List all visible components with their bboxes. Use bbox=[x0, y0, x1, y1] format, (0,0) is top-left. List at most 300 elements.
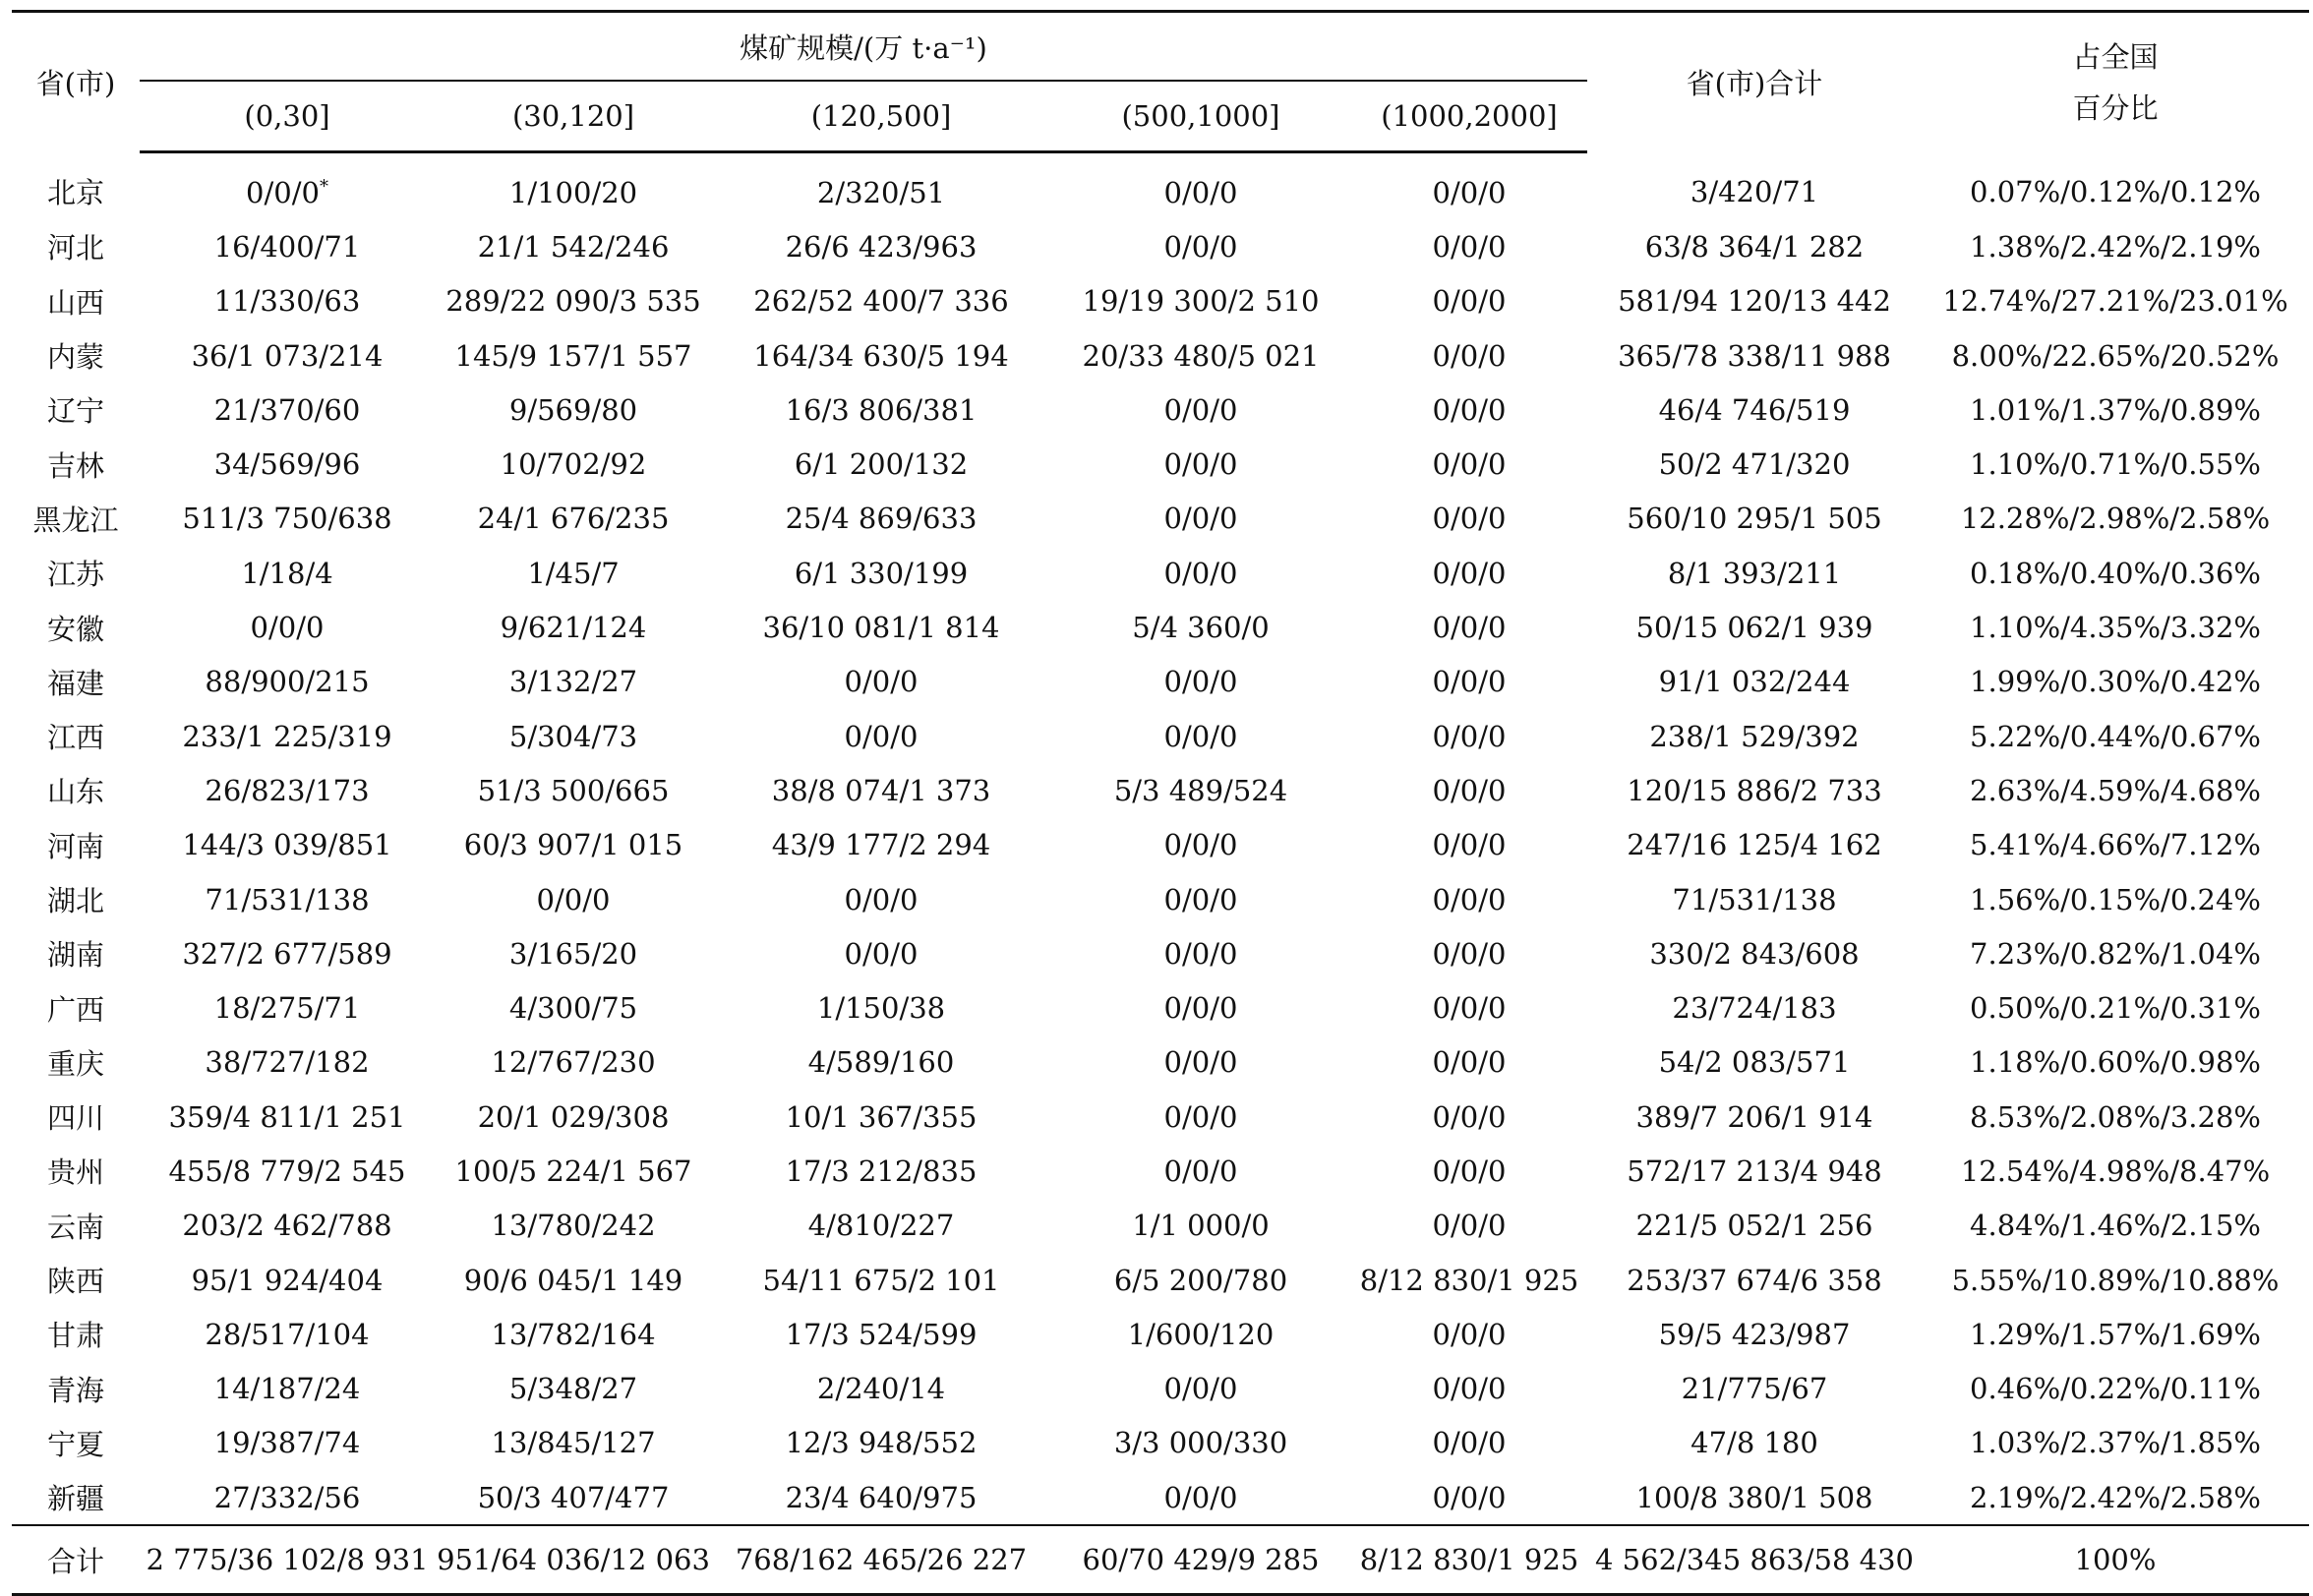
cell-range-4 bbox=[1050, 1199, 1351, 1253]
cell-percent bbox=[1922, 219, 2309, 273]
cell-range-1-text: 511/3 750/638 bbox=[182, 502, 392, 536]
table-row bbox=[12, 1307, 2309, 1361]
cell-range-2-text: 13/782/164 bbox=[491, 1317, 656, 1351]
header-province: 省(市) bbox=[12, 12, 140, 152]
province-name bbox=[12, 152, 140, 220]
cell-range-5-text: 0/0/0 bbox=[1432, 1372, 1507, 1406]
cell-percent-text: 7.23%/0.82%/1.04% bbox=[1970, 936, 2261, 971]
cell-range-2 bbox=[435, 437, 712, 491]
cell-range-3-text: 23/4 640/975 bbox=[785, 1480, 978, 1514]
cell-range-4-text: 0/0/0 bbox=[1163, 1480, 1238, 1514]
cell-range-3-text: 6/1 200/132 bbox=[794, 447, 969, 482]
header-province-total: 省(市)合计 bbox=[1587, 12, 1922, 152]
cell-range-5-text: 8/12 830/1 925 bbox=[1359, 1263, 1579, 1297]
cell-range-5 bbox=[1351, 709, 1587, 763]
cell-range-3 bbox=[712, 1253, 1050, 1307]
province-name bbox=[12, 1144, 140, 1198]
cell-province-total bbox=[1587, 383, 1922, 437]
cell-province-total bbox=[1587, 274, 1922, 328]
cell-range-3-text: 164/34 630/5 194 bbox=[753, 338, 1009, 373]
cell-province-total bbox=[1587, 926, 1922, 980]
cell-range-5 bbox=[1351, 1090, 1587, 1144]
cell-province-total bbox=[1587, 1090, 1922, 1144]
cell-range-4-text: 6/5 200/780 bbox=[1113, 1263, 1288, 1297]
cell-range-5-text: 0/0/0 bbox=[1432, 338, 1507, 373]
province-name bbox=[12, 1416, 140, 1470]
cell-province-total bbox=[1587, 1035, 1922, 1090]
cell-percent bbox=[1922, 328, 2309, 383]
cell-range-1-text: 14/187/24 bbox=[213, 1372, 361, 1406]
table-row bbox=[12, 1199, 2309, 1253]
cell-range-4-text: 0/0/0 bbox=[1163, 991, 1238, 1026]
cell-range-4-text: 0/0/0 bbox=[1163, 229, 1238, 264]
cell-province-total bbox=[1587, 1362, 1922, 1416]
province-name bbox=[12, 980, 140, 1034]
cell-range-5-text: 0/0/0 bbox=[1432, 1099, 1507, 1134]
cell-range-3 bbox=[712, 437, 1050, 491]
province-name-text: 甘肃 bbox=[46, 1319, 104, 1353]
cell-province-total-text: 8/1 393/211 bbox=[1667, 556, 1842, 590]
cell-range-3 bbox=[712, 1090, 1050, 1144]
cell-range-5-text: 0/0/0 bbox=[1432, 719, 1507, 753]
cell-province-total-text: 247/16 125/4 162 bbox=[1627, 828, 1882, 862]
table-row bbox=[12, 492, 2309, 546]
cell-range-4 bbox=[1050, 600, 1351, 654]
cell-range-5-text: 0/0/0 bbox=[1432, 773, 1507, 807]
province-name bbox=[12, 1470, 140, 1525]
cell-percent-text: 0.46%/0.22%/0.11% bbox=[1970, 1372, 2261, 1406]
province-name bbox=[12, 926, 140, 980]
cell-province-total-text: 21/775/67 bbox=[1681, 1372, 1828, 1406]
cell-range-3-text: 1/150/38 bbox=[816, 991, 946, 1026]
cell-range-3-text: 54/11 675/2 101 bbox=[762, 1263, 1000, 1297]
province-name-text: 陕西 bbox=[46, 1265, 104, 1299]
cell-percent bbox=[1922, 1470, 2309, 1525]
cell-range-2-text: 21/1 542/246 bbox=[477, 229, 670, 264]
cell-range-5 bbox=[1351, 655, 1587, 709]
cell-range-1 bbox=[140, 709, 435, 763]
cell-range-4-text: 0/0/0 bbox=[1163, 936, 1238, 971]
cell-range-4-text: 0/0/0 bbox=[1163, 1153, 1238, 1188]
cell-range-4-text: 5/4 360/0 bbox=[1132, 611, 1270, 645]
cell-range-3-text: 26/6 423/963 bbox=[785, 229, 978, 264]
cell-range-1-text: 233/1 225/319 bbox=[182, 719, 392, 753]
cell-range-5-text: 0/0/0 bbox=[1432, 665, 1507, 699]
cell-range-5 bbox=[1351, 872, 1587, 926]
cell-range-4 bbox=[1050, 492, 1351, 546]
table-row bbox=[12, 274, 2309, 328]
cell-percent bbox=[1922, 492, 2309, 546]
cell-range-2 bbox=[435, 274, 712, 328]
total-row-label: 合计 bbox=[12, 1525, 140, 1595]
cell-percent bbox=[1922, 818, 2309, 872]
cell-range-3-text: 0/0/0 bbox=[844, 719, 919, 753]
total-cell-range-5: 8/12 830/1 925 bbox=[1351, 1525, 1587, 1595]
cell-range-2-text: 20/1 029/308 bbox=[477, 1099, 670, 1134]
cell-range-4 bbox=[1050, 980, 1351, 1034]
cell-percent-text: 12.54%/4.98%/8.47% bbox=[1960, 1153, 2271, 1188]
cell-range-1-text: 21/370/60 bbox=[213, 392, 361, 427]
province-name bbox=[12, 1362, 140, 1416]
table-row bbox=[12, 1470, 2309, 1525]
cell-range-5 bbox=[1351, 926, 1587, 980]
cell-range-1-text: 16/400/71 bbox=[213, 229, 361, 264]
cell-range-3-text: 6/1 330/199 bbox=[794, 556, 969, 590]
cell-range-3 bbox=[712, 818, 1050, 872]
cell-range-1 bbox=[140, 1035, 435, 1090]
province-name-text: 云南 bbox=[46, 1210, 104, 1244]
coal-mine-scale-table bbox=[12, 10, 2309, 1596]
table-row bbox=[12, 328, 2309, 383]
header-range-3: (120,500] bbox=[712, 81, 1050, 152]
table-row bbox=[12, 763, 2309, 817]
cell-range-2 bbox=[435, 1090, 712, 1144]
cell-range-4 bbox=[1050, 274, 1351, 328]
cell-range-5 bbox=[1351, 546, 1587, 600]
cell-range-5 bbox=[1351, 1470, 1587, 1525]
province-name-text: 四川 bbox=[46, 1101, 104, 1136]
cell-range-2-text: 1/45/7 bbox=[527, 556, 620, 590]
cell-range-2-text: 60/3 907/1 015 bbox=[463, 828, 683, 862]
cell-range-1 bbox=[140, 274, 435, 328]
cell-range-4-text: 0/0/0 bbox=[1163, 1372, 1238, 1406]
cell-range-3 bbox=[712, 709, 1050, 763]
cell-province-total-text: 50/2 471/320 bbox=[1658, 447, 1851, 482]
cell-range-3-text: 0/0/0 bbox=[844, 665, 919, 699]
cell-province-total-text: 59/5 423/987 bbox=[1658, 1317, 1851, 1351]
cell-range-4 bbox=[1050, 1307, 1351, 1361]
province-name-text: 湖南 bbox=[46, 938, 104, 973]
cell-range-5-text: 0/0/0 bbox=[1432, 556, 1507, 590]
table-row bbox=[12, 437, 2309, 491]
cell-range-3-text: 2/320/51 bbox=[816, 175, 946, 209]
cell-range-4-text: 0/0/0 bbox=[1163, 1045, 1238, 1080]
cell-province-total bbox=[1587, 546, 1922, 600]
cell-province-total bbox=[1587, 492, 1922, 546]
cell-range-2-text: 3/132/27 bbox=[508, 665, 638, 699]
cell-range-2 bbox=[435, 1253, 712, 1307]
province-name bbox=[12, 219, 140, 273]
cell-percent bbox=[1922, 1090, 2309, 1144]
header-range-5: (1000,2000] bbox=[1351, 81, 1587, 152]
table-row bbox=[12, 872, 2309, 926]
cell-range-1 bbox=[140, 152, 435, 220]
cell-range-5-text: 0/0/0 bbox=[1432, 284, 1507, 319]
cell-range-4 bbox=[1050, 818, 1351, 872]
province-name bbox=[12, 818, 140, 872]
cell-province-total bbox=[1587, 1144, 1922, 1198]
cell-province-total-text: 47/8 180 bbox=[1690, 1426, 1818, 1460]
cell-range-4-text: 0/0/0 bbox=[1163, 447, 1238, 482]
cell-percent bbox=[1922, 546, 2309, 600]
cell-range-5 bbox=[1351, 1144, 1587, 1198]
total-cell-range-3: 768/162 465/26 227 bbox=[712, 1525, 1050, 1595]
cell-range-2 bbox=[435, 1307, 712, 1361]
cell-range-3-text: 262/52 400/7 336 bbox=[753, 284, 1009, 319]
province-name-text: 福建 bbox=[46, 666, 104, 700]
cell-range-4-text: 1/600/120 bbox=[1127, 1317, 1275, 1351]
cell-range-3-text: 10/1 367/355 bbox=[785, 1099, 978, 1134]
cell-range-2-text: 0/0/0 bbox=[536, 882, 611, 916]
cell-range-3 bbox=[712, 1470, 1050, 1525]
cell-range-2-text: 289/22 090/3 535 bbox=[445, 284, 701, 319]
cell-range-3 bbox=[712, 1416, 1050, 1470]
cell-range-5-text: 0/0/0 bbox=[1432, 1426, 1507, 1460]
cell-province-total-text: 50/15 062/1 939 bbox=[1635, 611, 1873, 645]
cell-range-5 bbox=[1351, 1362, 1587, 1416]
cell-province-total bbox=[1587, 709, 1922, 763]
province-name bbox=[12, 872, 140, 926]
province-name bbox=[12, 1307, 140, 1361]
cell-range-1 bbox=[140, 600, 435, 654]
cell-range-4 bbox=[1050, 926, 1351, 980]
province-name bbox=[12, 1253, 140, 1307]
cell-percent-text: 5.22%/0.44%/0.67% bbox=[1970, 719, 2261, 753]
total-cell-range-2: 951/64 036/12 063 bbox=[435, 1525, 712, 1595]
cell-range-3 bbox=[712, 1199, 1050, 1253]
cell-range-3 bbox=[712, 546, 1050, 600]
cell-range-1-text: 28/517/104 bbox=[205, 1317, 370, 1351]
cell-percent-text: 8.53%/2.08%/3.28% bbox=[1970, 1099, 2261, 1134]
province-name-text: 新疆 bbox=[46, 1482, 104, 1516]
cell-range-3-text: 4/810/227 bbox=[807, 1209, 955, 1243]
province-name bbox=[12, 1035, 140, 1090]
table-row bbox=[12, 709, 2309, 763]
province-name-text: 宁夏 bbox=[46, 1427, 104, 1461]
cell-range-1 bbox=[140, 1199, 435, 1253]
table-row bbox=[12, 926, 2309, 980]
cell-range-4-text: 19/19 300/2 510 bbox=[1082, 284, 1320, 319]
cell-range-2 bbox=[435, 709, 712, 763]
cell-range-2 bbox=[435, 1144, 712, 1198]
cell-province-total bbox=[1587, 1199, 1922, 1253]
cell-range-5-text: 0/0/0 bbox=[1432, 828, 1507, 862]
footnote-mark: * bbox=[319, 175, 328, 197]
table-row bbox=[12, 152, 2309, 220]
cell-range-2 bbox=[435, 383, 712, 437]
cell-range-2 bbox=[435, 872, 712, 926]
cell-range-2 bbox=[435, 1416, 712, 1470]
province-name bbox=[12, 600, 140, 654]
total-cell-percent: 100% bbox=[1922, 1525, 2309, 1595]
cell-province-total bbox=[1587, 437, 1922, 491]
cell-range-3 bbox=[712, 1362, 1050, 1416]
province-name bbox=[12, 274, 140, 328]
cell-range-5 bbox=[1351, 1253, 1587, 1307]
cell-province-total bbox=[1587, 600, 1922, 654]
cell-range-3 bbox=[712, 655, 1050, 709]
province-name bbox=[12, 709, 140, 763]
cell-percent bbox=[1922, 980, 2309, 1034]
cell-range-4 bbox=[1050, 1090, 1351, 1144]
province-name-text: 江苏 bbox=[46, 558, 104, 592]
cell-range-3 bbox=[712, 763, 1050, 817]
cell-province-total-text: 63/8 364/1 282 bbox=[1644, 229, 1865, 264]
cell-range-1 bbox=[140, 1416, 435, 1470]
cell-range-1-text: 359/4 811/1 251 bbox=[168, 1099, 406, 1134]
cell-percent-text: 1.29%/1.57%/1.69% bbox=[1970, 1317, 2261, 1351]
cell-range-1-text: 11/330/63 bbox=[213, 284, 361, 319]
table-row bbox=[12, 655, 2309, 709]
cell-range-4-text: 0/0/0 bbox=[1163, 882, 1238, 916]
table-total-row bbox=[12, 1525, 2309, 1595]
cell-range-4 bbox=[1050, 1144, 1351, 1198]
header-range-1: (0,30] bbox=[140, 81, 435, 152]
cell-province-total bbox=[1587, 1307, 1922, 1361]
cell-range-2-text: 5/348/27 bbox=[508, 1372, 638, 1406]
cell-percent-text: 1.10%/0.71%/0.55% bbox=[1970, 447, 2261, 482]
cell-range-1-text: 203/2 462/788 bbox=[182, 1209, 392, 1243]
cell-range-5 bbox=[1351, 383, 1587, 437]
cell-range-1-text: 27/332/56 bbox=[213, 1480, 361, 1514]
cell-percent-text: 5.41%/4.66%/7.12% bbox=[1970, 828, 2261, 862]
cell-range-5-text: 0/0/0 bbox=[1432, 1209, 1507, 1243]
table-row bbox=[12, 1416, 2309, 1470]
cell-percent bbox=[1922, 872, 2309, 926]
cell-range-1 bbox=[140, 926, 435, 980]
province-name-text: 河南 bbox=[46, 829, 104, 863]
cell-range-2 bbox=[435, 492, 712, 546]
cell-province-total bbox=[1587, 1470, 1922, 1525]
cell-province-total-text: 3/420/71 bbox=[1690, 174, 1819, 208]
cell-province-total bbox=[1587, 1416, 1922, 1470]
cell-range-2 bbox=[435, 980, 712, 1034]
cell-range-5 bbox=[1351, 600, 1587, 654]
header-range-4: (500,1000] bbox=[1050, 81, 1351, 152]
cell-range-4-text: 20/33 480/5 021 bbox=[1082, 338, 1320, 373]
cell-range-3-text: 25/4 869/633 bbox=[785, 502, 978, 536]
cell-range-5-text: 0/0/0 bbox=[1432, 229, 1507, 264]
cell-percent bbox=[1922, 383, 2309, 437]
cell-range-3-text: 43/9 177/2 294 bbox=[771, 828, 991, 862]
cell-range-4 bbox=[1050, 1362, 1351, 1416]
cell-percent-text: 2.63%/4.59%/4.68% bbox=[1970, 773, 2261, 807]
cell-range-5-text: 0/0/0 bbox=[1432, 1480, 1507, 1514]
cell-percent bbox=[1922, 1307, 2309, 1361]
cell-range-1 bbox=[140, 872, 435, 926]
cell-range-2-text: 1/100/20 bbox=[508, 175, 638, 209]
cell-range-1-text: 95/1 924/404 bbox=[191, 1263, 384, 1297]
cell-percent bbox=[1922, 1253, 2309, 1307]
cell-range-3 bbox=[712, 1307, 1050, 1361]
cell-province-total-text: 560/10 295/1 505 bbox=[1627, 502, 1882, 536]
cell-percent-text: 0.50%/0.21%/0.31% bbox=[1970, 991, 2261, 1026]
cell-range-1 bbox=[140, 1253, 435, 1307]
cell-range-4 bbox=[1050, 655, 1351, 709]
cell-range-5-text: 0/0/0 bbox=[1432, 502, 1507, 536]
cell-range-5-text: 0/0/0 bbox=[1432, 936, 1507, 971]
cell-range-2 bbox=[435, 546, 712, 600]
table-row bbox=[12, 980, 2309, 1034]
table-row bbox=[12, 1362, 2309, 1416]
cell-range-2 bbox=[435, 219, 712, 273]
province-name bbox=[12, 383, 140, 437]
cell-range-1-text: 455/8 779/2 545 bbox=[168, 1153, 406, 1188]
cell-percent bbox=[1922, 1362, 2309, 1416]
cell-range-2-text: 13/780/242 bbox=[491, 1209, 656, 1243]
cell-percent-text: 5.55%/10.89%/10.88% bbox=[1951, 1263, 2280, 1297]
province-name bbox=[12, 1199, 140, 1253]
cell-range-3 bbox=[712, 980, 1050, 1034]
cell-range-5-text: 0/0/0 bbox=[1432, 1317, 1507, 1351]
cell-percent bbox=[1922, 709, 2309, 763]
table-row bbox=[12, 546, 2309, 600]
table-row bbox=[12, 818, 2309, 872]
cell-province-total-text: 572/17 213/4 948 bbox=[1627, 1153, 1882, 1188]
cell-percent-text: 8.00%/22.65%/20.52% bbox=[1951, 338, 2280, 373]
province-name-text: 安徽 bbox=[46, 612, 104, 646]
cell-percent bbox=[1922, 152, 2309, 220]
cell-range-3-text: 16/3 806/381 bbox=[785, 392, 978, 427]
cell-range-2 bbox=[435, 152, 712, 220]
cell-province-total-text: 46/4 746/519 bbox=[1658, 392, 1851, 427]
cell-range-5 bbox=[1351, 492, 1587, 546]
cell-range-4-text: 0/0/0 bbox=[1163, 719, 1238, 753]
cell-range-4 bbox=[1050, 1470, 1351, 1525]
province-name-text: 内蒙 bbox=[46, 340, 104, 375]
cell-province-total bbox=[1587, 219, 1922, 273]
cell-range-3-text: 17/3 212/835 bbox=[785, 1153, 978, 1188]
cell-range-1 bbox=[140, 655, 435, 709]
cell-range-2-text: 50/3 407/477 bbox=[477, 1480, 670, 1514]
cell-province-total bbox=[1587, 872, 1922, 926]
cell-range-3 bbox=[712, 328, 1050, 383]
cell-province-total-text: 253/37 674/6 358 bbox=[1627, 1263, 1882, 1297]
header-range-2: (30,120] bbox=[435, 81, 712, 152]
cell-province-total-text: 365/78 338/11 988 bbox=[1618, 338, 1891, 373]
province-name-text: 山西 bbox=[46, 285, 104, 320]
cell-range-5-text: 0/0/0 bbox=[1432, 882, 1507, 916]
cell-range-2-text: 24/1 676/235 bbox=[477, 502, 670, 536]
cell-range-1-text: 38/727/182 bbox=[205, 1045, 370, 1080]
cell-range-5 bbox=[1351, 1199, 1587, 1253]
cell-range-3 bbox=[712, 274, 1050, 328]
cell-range-3 bbox=[712, 926, 1050, 980]
cell-range-2-text: 3/165/20 bbox=[508, 936, 638, 971]
cell-range-3 bbox=[712, 492, 1050, 546]
header-scale-group: 煤矿规模/(万 t·a⁻¹) bbox=[140, 12, 1587, 82]
total-cell-range-4: 60/70 429/9 285 bbox=[1050, 1525, 1351, 1595]
cell-range-4-text: 0/0/0 bbox=[1163, 1099, 1238, 1134]
header-percent-line1: 占全国 bbox=[2072, 39, 2159, 74]
cell-province-total bbox=[1587, 328, 1922, 383]
cell-range-1 bbox=[140, 1362, 435, 1416]
province-name bbox=[12, 546, 140, 600]
cell-percent-text: 2.19%/2.42%/2.58% bbox=[1970, 1480, 2261, 1514]
cell-range-5 bbox=[1351, 274, 1587, 328]
cell-range-1-text: 19/387/74 bbox=[213, 1426, 361, 1460]
cell-range-3 bbox=[712, 872, 1050, 926]
table-row bbox=[12, 219, 2309, 273]
cell-range-3-text: 17/3 524/599 bbox=[785, 1317, 978, 1351]
cell-range-1 bbox=[140, 980, 435, 1034]
cell-province-total bbox=[1587, 818, 1922, 872]
cell-range-4 bbox=[1050, 546, 1351, 600]
cell-range-4 bbox=[1050, 383, 1351, 437]
cell-range-3 bbox=[712, 219, 1050, 273]
cell-province-total-text: 71/531/138 bbox=[1672, 882, 1837, 916]
province-name-text: 贵州 bbox=[46, 1155, 104, 1190]
total-cell-grand-total: 4 562/345 863/58 430 bbox=[1587, 1525, 1922, 1595]
cell-range-5 bbox=[1351, 1307, 1587, 1361]
cell-range-2-text: 5/304/73 bbox=[508, 719, 638, 753]
table-row bbox=[12, 600, 2309, 654]
cell-range-3 bbox=[712, 383, 1050, 437]
province-name-text: 黑龙江 bbox=[32, 502, 119, 537]
cell-percent-text: 12.28%/2.98%/2.58% bbox=[1960, 502, 2271, 536]
cell-range-4 bbox=[1050, 152, 1351, 220]
cell-province-total bbox=[1587, 655, 1922, 709]
